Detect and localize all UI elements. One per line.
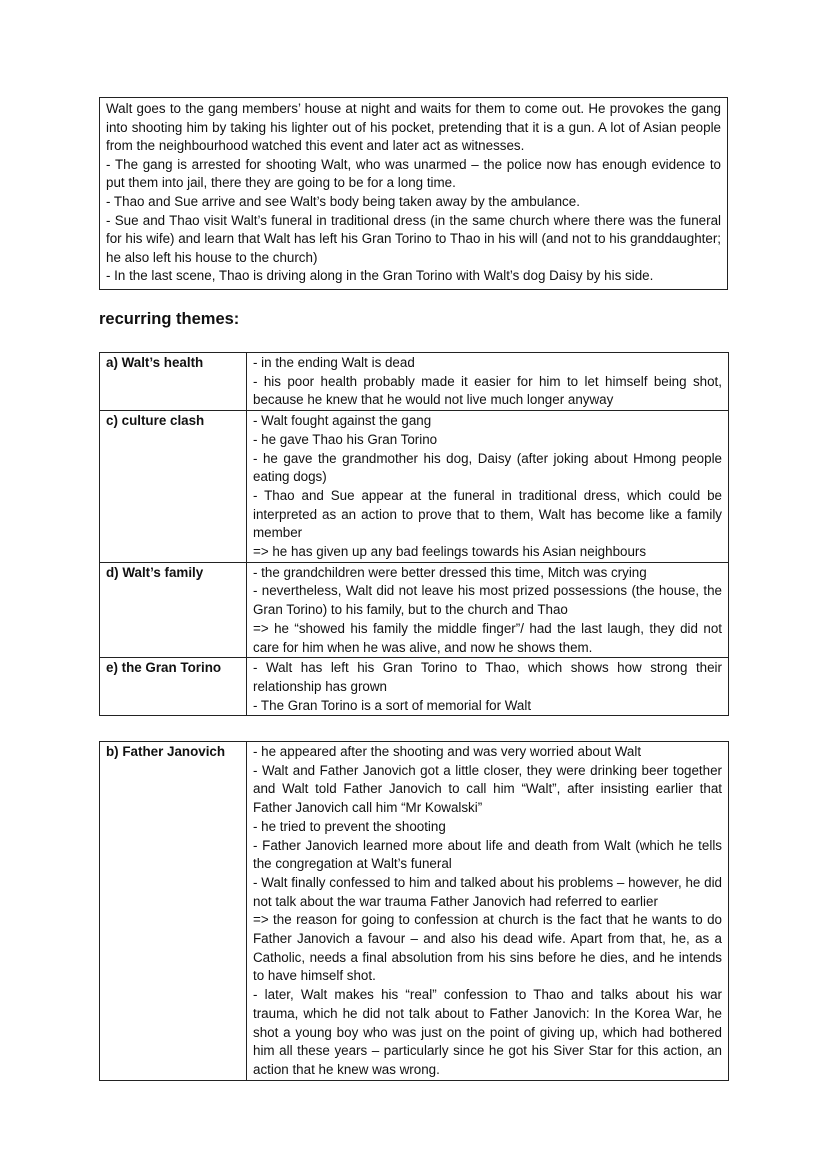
theme-line: - Father Janovich learned more about life and death from Walt (which he tells the congregation at Walt’s funeral bbox=[253, 837, 722, 872]
theme-line: - nevertheless, Walt did not leave his most prized possessions (the house, the Gran Torino) to his family, but to the church and Thao bbox=[253, 583, 722, 618]
theme-line: - Walt fought against the gang bbox=[253, 413, 432, 429]
theme-line: - The Gran Torino is a sort of memorial for Walt bbox=[253, 697, 532, 713]
plot-summary-box bbox=[99, 97, 728, 290]
theme-line: - the grandchildren were better dressed this time, Mitch was crying bbox=[253, 564, 647, 580]
theme-line: - he tried to prevent the shooting bbox=[253, 818, 446, 834]
theme-label: a) Walt’s health bbox=[100, 353, 247, 411]
theme-line: - later, Walt makes his “real” confession to Thao and talks about his war trauma, which he did not talk about to Father Janovich: In the Korea War, he shot a young boy who was just on the point of giving up, which had bothered him all these years – particularly since he got his Siver Star for this action, an action that he knew was wrong. bbox=[253, 987, 722, 1077]
table-row bbox=[100, 658, 729, 716]
theme-line: - his poor health probably made it easier for him to let himself being shot, because he knew that he would not live much longer anyway bbox=[253, 373, 722, 408]
table-row bbox=[100, 742, 729, 1081]
theme-label: b) Father Janovich bbox=[100, 742, 247, 1081]
theme-line: - in the ending Walt is dead bbox=[253, 355, 415, 370]
theme-line: - Thao and Sue appear at the funeral in traditional dress, which could be interpreted as an action to prove that to them, Walt has become like a family member bbox=[253, 487, 722, 541]
theme-label: e) the Gran Torino bbox=[100, 658, 247, 716]
father-janovich-table bbox=[99, 741, 729, 1081]
summary-paragraph: - Sue and Thao visit Walt’s funeral in traditional dress (in the same church where there was the funeral for his wife) and learn that Walt has left his Gran Torino to Thao in his will (and not to his granddaughter; he also left his house to the church) bbox=[106, 212, 721, 265]
theme-content bbox=[247, 562, 729, 658]
theme-content bbox=[247, 658, 729, 716]
summary-paragraph: - In the last scene, Thao is driving along in the Gran Torino with Walt’s dog Daisy by his side. bbox=[106, 268, 654, 284]
theme-line: - he gave the grandmother his dog, Daisy (after joking about Hmong people eating dogs) bbox=[253, 450, 722, 485]
table-row bbox=[100, 411, 729, 563]
summary-paragraph: Walt goes to the gang members’ house at night and waits for them to come out. He provokes the gang into shooting him by taking his lighter out of his pocket, pretending that it is a gun. A lot of Asian people from the neighbourhood watched this event and later act as witnesses. bbox=[106, 101, 721, 154]
theme-content bbox=[247, 742, 729, 1081]
theme-line: - Walt has left his Gran Torino to Thao, which shows how strong their relationship has grown bbox=[253, 660, 722, 694]
theme-label: d) Walt’s family bbox=[100, 562, 247, 658]
theme-line: - he gave Thao his Gran Torino bbox=[253, 431, 438, 447]
theme-line: => the reason for going to confession at church is the fact that he wants to do Father Janovich a favour – and also his dead wife. Apart from that, he, as a Catholic, needs a final absolution from his sins before he dies, and he intends to have himself shot. bbox=[253, 912, 722, 984]
theme-line: - Walt and Father Janovich got a little closer, they were drinking beer together and Walt told Father Janovich to call him “Walt”, after insisting earlier that Father Janovich call him “Mr Kowalski” bbox=[253, 762, 722, 816]
section-heading: recurring themes: bbox=[99, 310, 240, 328]
theme-line: - Walt finally confessed to him and talked about his problems – however, he did not talk about the war trauma Father Janovich had referred to earlier bbox=[253, 874, 722, 909]
theme-line: => he “showed his family the middle finger”/ had the last laugh, they did not care for him when he was alive, and now he shows them. bbox=[253, 620, 722, 655]
theme-content bbox=[247, 353, 729, 411]
theme-label: c) culture clash bbox=[100, 411, 247, 563]
themes-table bbox=[99, 352, 729, 716]
table-row bbox=[100, 562, 729, 658]
table-row bbox=[100, 353, 729, 411]
theme-line: - he appeared after the shooting and was very worried about Walt bbox=[253, 744, 642, 759]
theme-line: => he has given up any bad feelings towards his Asian neighbours bbox=[253, 544, 647, 560]
summary-paragraph: - Thao and Sue arrive and see Walt’s body being taken away by the ambulance. bbox=[106, 193, 580, 209]
summary-paragraph: - The gang is arrested for shooting Walt, who was unarmed – the police now has enough evidence to put them into jail, there they are going to be for a long time. bbox=[106, 156, 721, 191]
theme-content bbox=[247, 411, 729, 563]
